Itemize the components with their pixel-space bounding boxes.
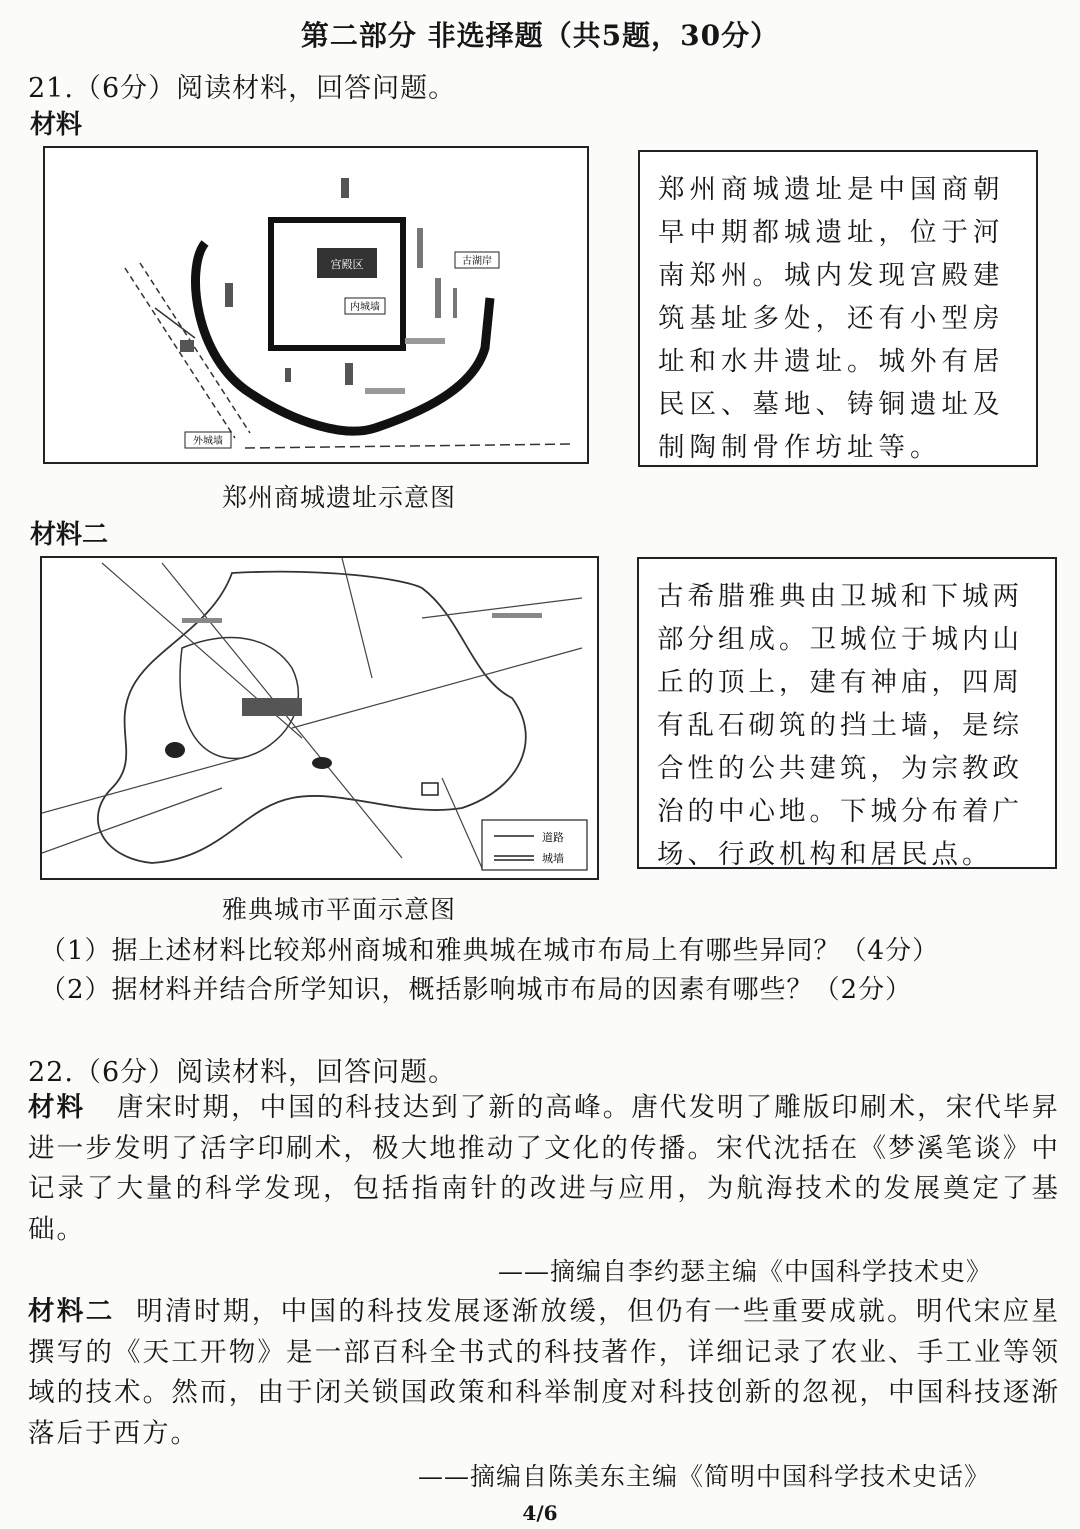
athens-legend — [482, 820, 587, 870]
q21-subquestion-1: （1）据上述材料比较郑州商城和雅典城在城市布局上有哪些异同？（4分） — [40, 936, 940, 966]
zhengzhou-map-caption: 郑州商城遗址示意图 — [222, 483, 457, 512]
q21-material1-label: 材料 — [30, 110, 83, 140]
lake-label: 古湖岸 — [462, 256, 492, 267]
athens-map-caption: 雅典城市平面示意图 — [222, 895, 457, 924]
q21-heading: 21.（6分）阅读材料，回答问题。 — [28, 73, 457, 104]
q21-material1-textbox — [638, 150, 1038, 467]
inner-wall-rect — [271, 220, 403, 348]
q22-material2-text: 明清时期，中国的科技发展逐渐放缓，但仍有一些重要成就。明代宋应星撰写的《天工开物》是一部百科全书式的科技著作，详细记录了农业、手工业等领域的技术。然而，由于闭关锁国政策和科举制度对科技创新的忽视，中国科技逐渐落后于西方。 — [28, 1296, 1060, 1449]
q22-material2-paragraph — [28, 1292, 1060, 1454]
legend-wall-label: 城墙 — [542, 852, 564, 865]
q22-material1-source: ——摘编自李约瑟主编《中国科学技术史》 — [498, 1257, 993, 1286]
q21-material1-text: 郑州商城遗址是中国商朝早中期都城遗址，位于河南郑州。城内发现宫殿建筑基址多处，还有小型房址和水井遗址。城外有居民区、墓地、铸铜遗址及制陶制骨作坊址等。 — [658, 174, 1005, 463]
q22-material2-source: ——摘编自陈美东主编《简明中国科学技术史话》 — [418, 1462, 991, 1491]
athens-map — [40, 556, 599, 880]
q21-material2-textbox — [637, 557, 1057, 869]
q22-heading: 22.（6分）阅读材料，回答问题。 — [28, 1057, 457, 1088]
q22-material2-label: 材料二 — [28, 1296, 115, 1327]
inner-city-label: 内城墙 — [350, 302, 380, 313]
palace-label: 宫殿区 — [330, 258, 364, 271]
q22-material1-label: 材料 — [28, 1092, 86, 1123]
q21-material2-text: 古希腊雅典由卫城和下城两部分组成。卫城位于城内山丘的顶上，建有神庙，四周有乱石砌筑的挡土墙，是综合性的公共建筑，为宗教政治的中心地。下城分布着广场、行政机构和居民点。 — [657, 581, 1023, 870]
q22-material1-paragraph — [28, 1088, 1060, 1250]
q21-subquestion-2: （2）据材料并结合所学知识，概括影响城市布局的因素有哪些？（2分） — [40, 975, 913, 1005]
page-number: 4/6 — [522, 1501, 558, 1525]
legend-road-label: 道路 — [542, 831, 564, 844]
q22-material1-text: 唐宋时期，中国的科技达到了新的高峰。唐代发明了雕版印刷术，宋代毕昇进一步发明了活字印刷术，极大地推动了文化的传播。宋代沈括在《梦溪笔谈》中记录了大量的科学发现，包括指南针的改进与应用，为航海技术的发展奠定了基础。 — [28, 1092, 1061, 1245]
athens-map-drawing — [42, 558, 597, 878]
zhengzhou-map-drawing — [45, 148, 587, 462]
q21-material2-label: 材料二 — [30, 520, 109, 550]
section-title: 第二部分 非选择题（共5题，30分） — [300, 19, 780, 52]
outer-city-label: 外城墙 — [193, 436, 223, 447]
zhengzhou-map — [43, 146, 589, 464]
